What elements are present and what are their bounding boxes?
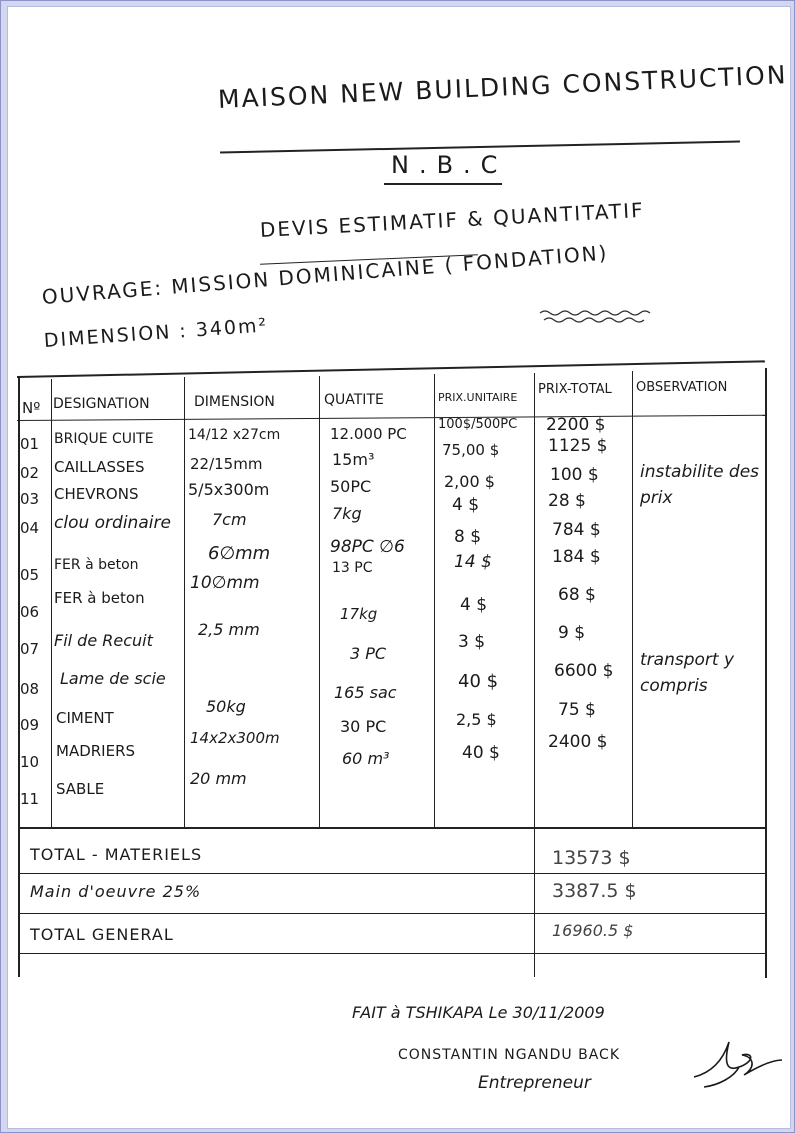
table-header-border xyxy=(17,415,765,422)
row-designation: BRIQUE CUITE xyxy=(54,431,154,447)
col-divider-1 xyxy=(51,379,52,827)
row-no: 02 xyxy=(20,464,40,482)
total-label: TOTAL - MATERIELS xyxy=(30,845,203,864)
row-no: 09 xyxy=(20,716,40,734)
row-no: 08 xyxy=(20,680,40,698)
row-dimension: 14/12 x27cm xyxy=(188,427,281,443)
row-prix-unitaire: 75,00 $ xyxy=(442,441,500,459)
col-divider-5 xyxy=(534,373,535,977)
col-header-prix-total: PRIX-TOTAL xyxy=(538,382,612,397)
row-quantite: 13 PC xyxy=(332,560,373,576)
row-no: 07 xyxy=(20,640,40,658)
observation-note: transport y compris xyxy=(640,650,735,696)
row-quantite: 15m³ xyxy=(332,450,375,469)
row-prix-total: 9 $ xyxy=(558,623,586,643)
row-quantite: 98PC ∅6 xyxy=(330,537,405,557)
total-value: 13573 $ xyxy=(552,847,631,869)
row-dimension: 20 mm xyxy=(190,769,247,788)
row-no: 10 xyxy=(20,753,40,771)
row-prix-total: 75 $ xyxy=(558,700,596,720)
total-value: 16960.5 $ xyxy=(552,921,634,940)
row-quantite: 165 sac xyxy=(334,683,397,702)
row-designation: MADRIERS xyxy=(56,742,136,760)
row-quantite: 17kg xyxy=(340,605,378,623)
total-label: Main d'oeuvre 25% xyxy=(30,882,202,901)
row-quantite: 50PC xyxy=(330,477,372,496)
company-acronym: N.B.C xyxy=(391,151,508,179)
col-header-dimension: DIMENSION xyxy=(194,394,275,410)
signatory-name: CONSTANTIN NGANDU BACK xyxy=(398,1047,621,1063)
row-dimension: 2,5 mm xyxy=(198,620,260,639)
row-quantite: 7kg xyxy=(332,504,362,523)
row-prix-total: 184 $ xyxy=(552,547,601,567)
signature-mark xyxy=(684,1027,784,1097)
col-divider-6 xyxy=(632,371,633,827)
row-no: 01 xyxy=(20,435,40,453)
row-dimension: 6∅mm xyxy=(208,543,271,564)
row-prix-total: 28 $ xyxy=(548,491,586,511)
total-value: 3387.5 $ xyxy=(552,880,637,902)
row-no: 11 xyxy=(20,790,40,808)
fondation-wavy-underline xyxy=(538,307,658,329)
table-top-border xyxy=(17,360,765,377)
col-divider-2 xyxy=(184,377,185,827)
col-header-quantite: QUATITE xyxy=(324,392,384,408)
row-prix-unitaire: 40 $ xyxy=(462,743,500,763)
row-prix-total: 100 $ xyxy=(550,465,599,485)
row-quantite: 60 m³ xyxy=(342,749,390,768)
row-designation: FER à beton xyxy=(54,589,145,607)
row-prix-unitaire: 2,00 $ xyxy=(444,472,495,491)
row-prix-unitaire: 3 $ xyxy=(458,632,486,652)
row-no: 06 xyxy=(20,603,40,621)
row-prix-total: 1125 $ xyxy=(548,436,608,456)
row-quantite: 3 PC xyxy=(350,644,387,663)
dimension-line: DIMENSION : 340m² xyxy=(43,314,269,352)
totals-bottom-border xyxy=(18,953,766,954)
row-dimension: 22/15mm xyxy=(190,455,263,473)
acronym-underline xyxy=(384,183,502,185)
row-prix-unitaire: 14 $ xyxy=(454,552,492,572)
row-no: 03 xyxy=(20,490,40,508)
col-header-prix-unitaire: PRIX.UNITAIRE xyxy=(438,391,518,404)
row-quantite: 12.000 PC xyxy=(330,425,407,443)
row-prix-unitaire: 4 $ xyxy=(452,495,480,515)
row-prix-total: 6600 $ xyxy=(554,661,614,681)
row-prix-total: 68 $ xyxy=(558,585,596,605)
row-designation: CAILLASSES xyxy=(54,458,145,476)
row-quantite: 30 PC xyxy=(340,717,387,736)
row-prix-unitaire: 8 $ xyxy=(454,527,482,547)
row-designation: SABLE xyxy=(56,780,105,798)
col-divider-4 xyxy=(434,374,435,827)
row-designation: CIMENT xyxy=(56,709,114,727)
table-right-border xyxy=(765,368,767,978)
document-page xyxy=(7,6,791,1129)
row-designation: CHEVRONS xyxy=(54,485,139,503)
place-date: FAIT à TSHIKAPA Le 30/11/2009 xyxy=(352,1003,605,1022)
row-dimension: 7cm xyxy=(212,510,247,529)
signatory-role: Entrepreneur xyxy=(478,1073,591,1093)
row-no: 04 xyxy=(20,519,40,537)
totals-row-line-2 xyxy=(18,913,766,914)
totals-row-line-1 xyxy=(18,873,766,874)
row-dimension: 5/5x300m xyxy=(188,480,270,499)
col-divider-3 xyxy=(319,376,320,827)
col-header-designation: DESIGNATION xyxy=(53,396,150,412)
row-dimension: 14x2x300m xyxy=(190,729,280,747)
row-designation: FER à beton xyxy=(54,557,139,573)
row-prix-total: 2200 $ xyxy=(546,415,606,435)
row-designation: clou ordinaire xyxy=(54,513,171,533)
row-prix-unitaire: 2,5 $ xyxy=(456,710,497,729)
row-prix-unitaire: 40 $ xyxy=(458,671,499,692)
col-header-no: Nº xyxy=(22,399,41,417)
document-title: DEVIS ESTIMATIF & QUANTITATIF xyxy=(259,197,646,242)
row-prix-unitaire: 4 $ xyxy=(460,595,488,615)
row-no: 05 xyxy=(20,566,40,584)
row-designation: Lame de scie xyxy=(60,669,166,688)
observation-note: instabilite des prix xyxy=(640,462,760,508)
totals-top-border xyxy=(18,827,766,829)
company-name: MAISON NEW BUILDING CONSTRUCTION xyxy=(217,60,789,114)
row-prix-unitaire: 100$/500PC xyxy=(438,417,518,432)
col-header-observation: OBSERVATION xyxy=(636,380,728,395)
total-label: TOTAL GENERAL xyxy=(30,925,174,944)
row-dimension: 10∅mm xyxy=(190,573,260,593)
row-prix-total: 784 $ xyxy=(552,520,601,540)
ouvrage-line: OUVRAGE: MISSION DOMINICAINE ( FONDATION) xyxy=(41,240,610,309)
row-dimension: 50kg xyxy=(206,697,246,716)
row-designation: Fil de Recuit xyxy=(54,631,153,650)
row-prix-total: 2400 $ xyxy=(548,732,608,752)
